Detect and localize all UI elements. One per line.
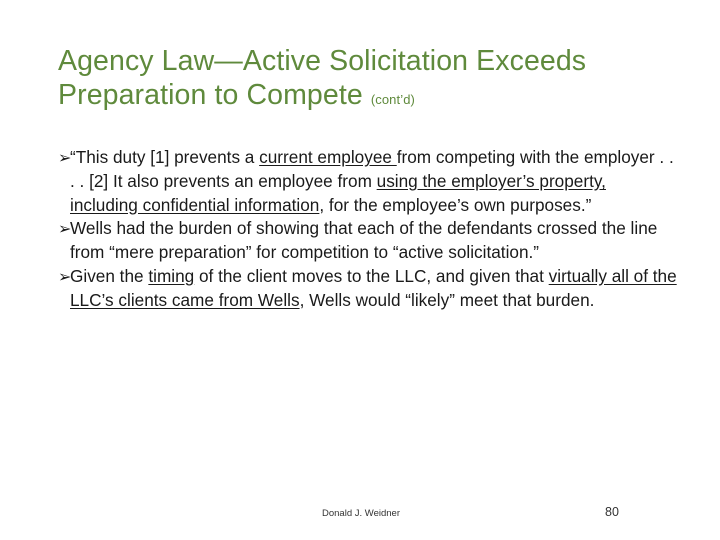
bullet-text: , Wells would “likely” meet that burden. bbox=[299, 289, 595, 310]
title-main: Agency Law—Active Solicitation Exceeds Preparation to Compete bbox=[58, 45, 587, 111]
bullet-text: Given the bbox=[70, 265, 149, 286]
slide-title bbox=[58, 44, 678, 117]
arrow-bullet-icon: ➢ bbox=[58, 219, 72, 239]
bullet-text: of the client moves to the LLC, and given that bbox=[194, 265, 549, 286]
bullet-item bbox=[58, 146, 678, 217]
bullet-list bbox=[58, 146, 678, 313]
underlined-text: timing bbox=[148, 265, 195, 286]
bullet-text: “This duty [1] prevents a bbox=[70, 147, 260, 167]
bullet-item bbox=[58, 217, 678, 265]
page-number: 80 bbox=[605, 505, 619, 519]
underlined-text: current employee bbox=[259, 147, 397, 167]
arrow-bullet-icon: ➢ bbox=[58, 266, 72, 286]
underlined-text: using the employer’s property, including confidential information bbox=[70, 170, 606, 215]
underlined-text: virtually all of the LLC’s clients came from Wells bbox=[70, 265, 677, 310]
bullet-item bbox=[58, 265, 678, 313]
arrow-bullet-icon: ➢ bbox=[58, 148, 72, 167]
bullet-text: Wells had the burden of showing that each of the defendants crossed the line from “mere preparation” for competition to “active solicitation.” bbox=[70, 218, 658, 263]
title-cont: (cont’d) bbox=[370, 92, 415, 107]
footer-author: Donald J. Weidner bbox=[322, 508, 400, 519]
bullet-text: , for the employee’s own purposes.” bbox=[319, 194, 592, 215]
bullet-text: from competing with the employer . . . . [2] It also prevents an employee from bbox=[70, 147, 674, 191]
